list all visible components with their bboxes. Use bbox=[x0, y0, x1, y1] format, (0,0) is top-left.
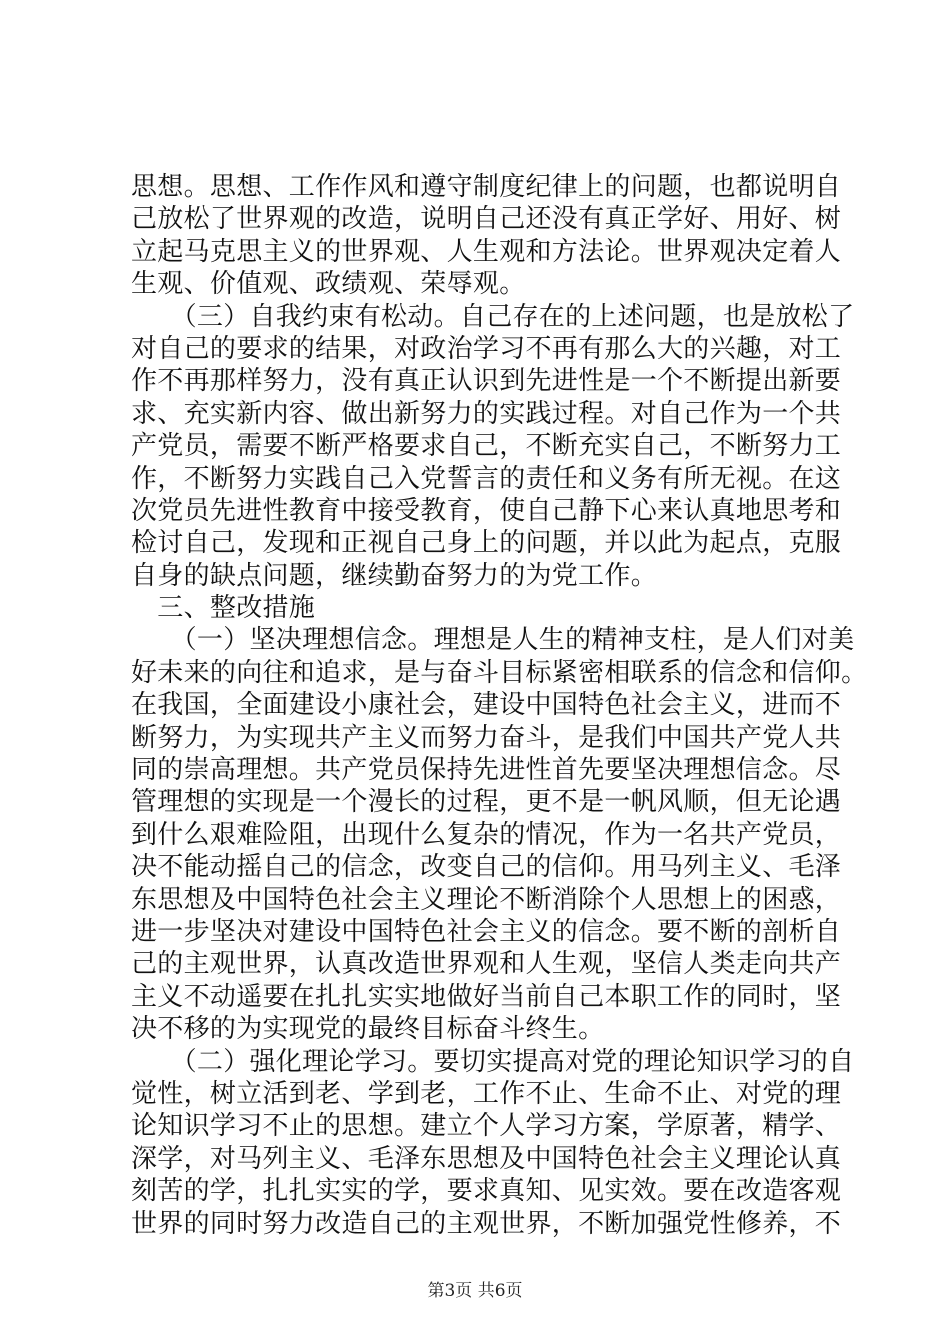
text-line: 在我国，全面建设小康社会，建设中国特色社会主义，进而不 bbox=[131, 690, 842, 721]
text-line: 论知识学习不止的思想。建立个人学习方案，学原著，精学、 bbox=[131, 1111, 842, 1142]
text-line: 次党员先进性教育中接受教育，使自己静下心来认真地思考和 bbox=[131, 495, 842, 526]
text-line: 进一步坚决对建设中国特色社会主义的信念。要不断的剖析自 bbox=[131, 916, 842, 947]
text-line: 作不再那样努力，没有真正认识到先进性是一个不断提出新要 bbox=[131, 366, 842, 397]
text-line: （三）自我约束有松动。自己存在的上述问题，也是放松了 bbox=[131, 301, 855, 332]
text-line: 主义不动遥要在扎扎实实地做好当前自己本职工作的同时，坚 bbox=[131, 981, 842, 1012]
body-text bbox=[131, 171, 868, 1240]
text-line: 立起马克思主义的世界观、人生观和方法论。世界观决定着人 bbox=[131, 236, 842, 267]
text-line: 对自己的要求的结果，对政治学习不再有那么大的兴趣，对工 bbox=[131, 333, 842, 364]
text-line: 到什么艰难险阻，出现什么复杂的情况，作为一名共产党员， bbox=[131, 819, 842, 850]
text-line: 管理想的实现是一个漫长的过程，更不是一帆风顺，但无论遇 bbox=[131, 787, 842, 818]
text-line: 同的崇高理想。共产党员保持先进性首先要坚决理想信念。尽 bbox=[131, 755, 842, 786]
text-line: （二）强化理论学习。要切实提高对党的理论知识学习的自 bbox=[131, 1046, 855, 1077]
text-line: 检讨自己，发现和正视自己身上的问题，并以此为起点，克服 bbox=[131, 528, 842, 559]
page-number: 第3页 共6页 bbox=[427, 1281, 523, 1301]
text-line: 决不能动摇自己的信念，改变自己的信仰。用马列主义、毛泽 bbox=[131, 852, 842, 883]
text-line: 刻苦的学，扎扎实实的学，要求真知、见实效。要在改造客观 bbox=[131, 1176, 842, 1207]
text-line: （一）坚决理想信念。理想是人生的精神支柱，是人们对美 bbox=[131, 625, 855, 656]
text-line: 自身的缺点问题，继续勤奋努力的为党工作。 bbox=[131, 560, 658, 591]
page-footer bbox=[0, 1276, 950, 1301]
section-heading: 三、整改措施 bbox=[131, 593, 316, 624]
text-line: 觉性，树立活到老、学到老，工作不止、生命不止、对党的理 bbox=[131, 1078, 842, 1109]
text-line: 己放松了世界观的改造，说明自己还没有真正学好、用好、树 bbox=[131, 204, 842, 235]
text-line: 深学，对马列主义、毛泽东思想及中国特色社会主义理论认真 bbox=[131, 1143, 842, 1174]
text-line: 好未来的向往和追求，是与奋斗目标紧密相联系的信念和信仰。 bbox=[131, 657, 868, 688]
text-line: 作，不断努力实践自己入党誓言的责任和义务有所无视。在这 bbox=[131, 463, 842, 494]
text-line: 世界的同时努力改造自己的主观世界，不断加强党性修养，不 bbox=[131, 1208, 842, 1239]
text-line: 己的主观世界，认真改造世界观和人生观，坚信人类走向共产 bbox=[131, 949, 842, 980]
text-line: 产党员，需要不断严格要求自己，不断充实自己，不断努力工 bbox=[131, 431, 842, 462]
text-line: 求、充实新内容、做出新努力的实践过程。对自己作为一个共 bbox=[131, 398, 842, 429]
text-line: 决不移的为实现党的最终目标奋斗终生。 bbox=[131, 1014, 605, 1045]
text-line: 思想。思想、工作作风和遵守制度纪律上的问题，也都说明自 bbox=[131, 172, 842, 202]
text-line: 东思想及中国特色社会主义理论不断消除个人思想上的困惑， bbox=[131, 884, 842, 915]
text-line: 断努力，为实现共产主义而努力奋斗，是我们中国共产党人共 bbox=[131, 722, 842, 753]
text-line: 生观、价值观、政绩观、荣辱观。 bbox=[131, 269, 526, 300]
